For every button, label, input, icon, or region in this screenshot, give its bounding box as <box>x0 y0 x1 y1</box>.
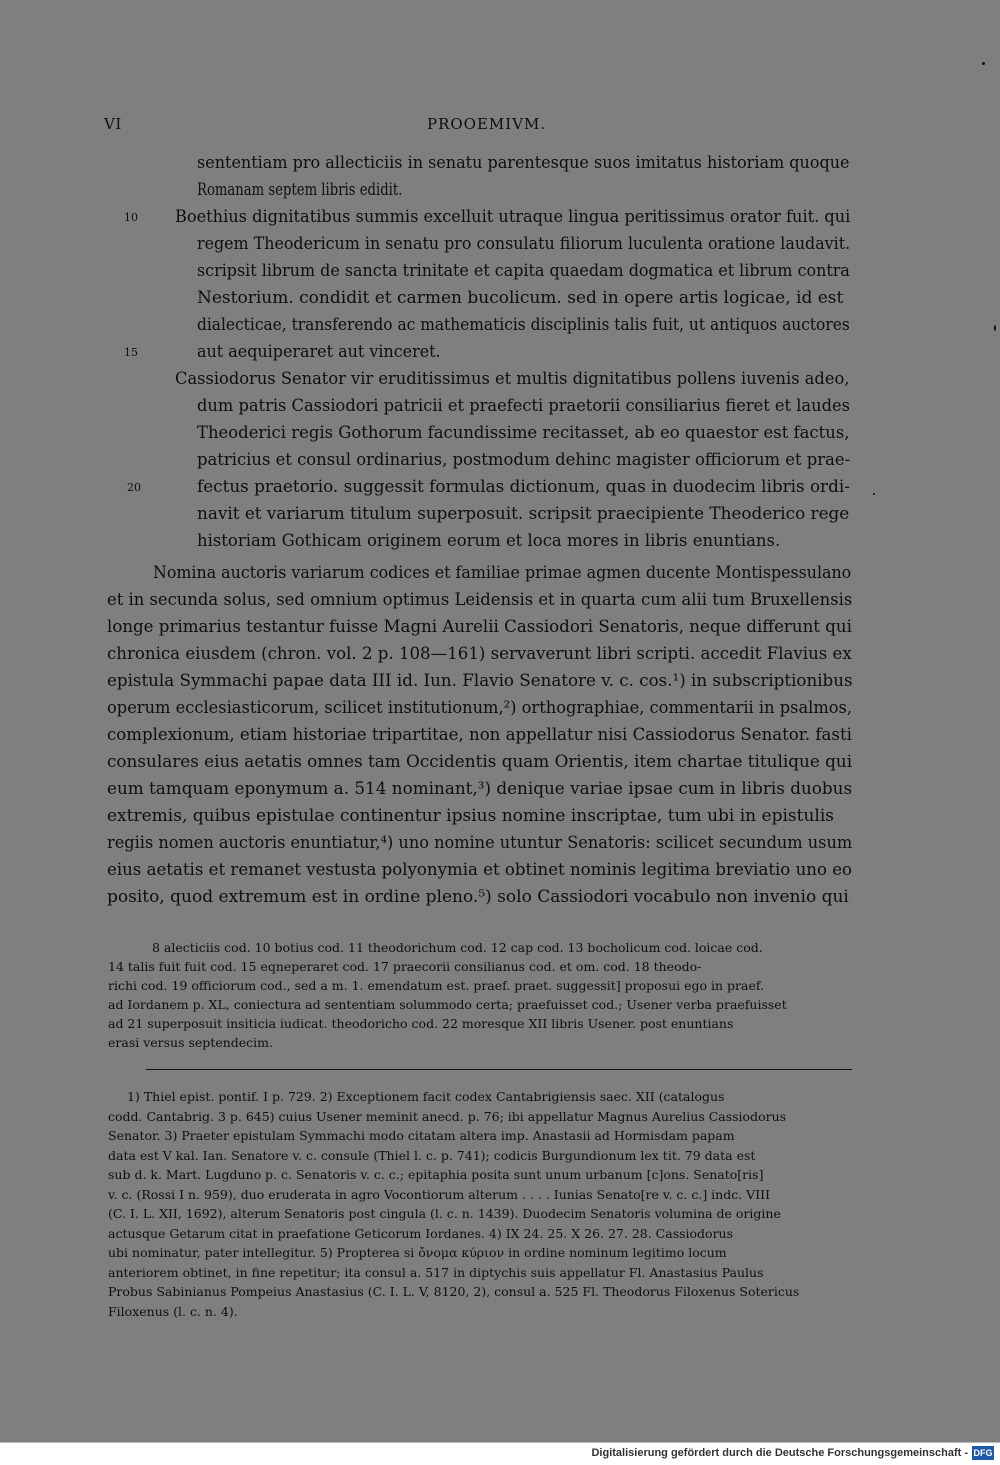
line-number: 15 <box>124 346 138 359</box>
text-line: fectus praetorio. suggessit formulas dictionum, quas in duodecim libris ordi- <box>197 477 850 497</box>
text-line: Romanam septem libris edidit. <box>197 180 403 200</box>
text-line: posito, quod extremum est in ordine pleno.⁵) solo Cassiodori vocabulo non invenio qui <box>107 887 849 907</box>
line-number: 20 <box>127 481 141 494</box>
text-line: chronica eiusdem (chron. vol. 2 p. 108—161) servaverunt libri scripti. accedit Flavius ex <box>107 644 852 664</box>
text-line: dum patris Cassiodori patricii et praefecti praetorii consiliarius fieret et laudes <box>197 396 850 416</box>
running-title: PROOEMIVM. <box>427 115 547 133</box>
text-line: sententiam pro allecticiis in senatu parentesque suos imitatus historiam quoque <box>197 153 850 173</box>
text-line: epistula Symmachi papae data III id. Iun. Flavio Senatore v. c. cos.¹) in subscriptionibus <box>107 671 853 691</box>
text-line: Nestorium. condidit et carmen bucolicum. sed in opere artis logicae, id est <box>197 288 844 308</box>
dfg-logo: DFG <box>973 1448 993 1458</box>
text-line: longe primarius testantur fuisse Magni Aurelii Cassiodori Senatoris, neque differunt qui <box>107 617 852 637</box>
footnote-line: anteriorem obtinet, in fine repetitur; ita consul a. 517 in diptychis suis appellatur Fl. Anastasius Paulus <box>108 1264 764 1280</box>
text-line: Nomina auctoris variarum codices et familiae primae agmen ducente Montispessulano <box>153 563 852 583</box>
running-head <box>0 112 1000 136</box>
scan-speck <box>982 62 985 65</box>
footnote-line: sub d. k. Mart. Lugduno p. c. Senatoris v. c. c.; epitaphia posita sunt unum urbanum [c]ons. Senato[ris] <box>108 1167 764 1182</box>
line-number: 10 <box>124 211 138 224</box>
page-number: VI <box>104 115 122 133</box>
footnote-line: v. c. (Rossi I n. 959), duo eruderata in agro Vocontiorum alterum . . . . Iunias Senato[re v. c. c.] indc. VIII <box>108 1186 771 1202</box>
text-line: dialecticae, transferendo ac mathematicis disciplinis talis fuit, ut antiquos auctores <box>197 315 850 335</box>
text-line: et in secunda solus, sed omnium optimus Leidensis et in quarta cum alii tum Bruxellensis <box>107 590 853 610</box>
footnote-line: Filoxenus (l. c. n. 4). <box>108 1303 238 1319</box>
funding-notice: Digitalisierung gefördert durch die Deutsche Forschungsgemeinschaft - <box>591 1447 968 1459</box>
text-line: navit et variarum titulum superposuit. scripsit praecipiente Theoderico rege <box>197 504 850 524</box>
apparatus-line: erasi versus septendecim. <box>108 1035 274 1050</box>
apparatus-line: ad 21 superposuit insiticia iudicat. theodoricho cod. 22 moresque XII libris Usener. post enuntians <box>108 1016 734 1031</box>
text-line: regiis nomen auctoris enuntiatur,⁴) uno nomine utuntur Senatoris: scilicet secundum usum <box>107 833 853 853</box>
scan-speck <box>994 325 996 331</box>
apparatus-line: ad Iordanem p. XL, coniectura ad sententiam solummodo certa; praefuisset cod.; Usener verba praefuisset <box>108 997 787 1012</box>
footnote-line: Senator. 3) Praeter epistulam Symmachi modo citatam altera imp. Anastasii ad Hormisdam papam <box>108 1128 735 1143</box>
text-line: eum tamquam eponymum a. 514 nominant,³) denique variae ipsae cum in libris duobus <box>107 779 853 799</box>
footnote-line: codd. Cantabrig. 3 p. 645) cuius Usener meminit anecd. p. 76; ibi appellatur Magnus Aurelius Cassiodorus <box>108 1108 787 1124</box>
text-line: operum ecclesiasticorum, scilicet institutionum,²) orthographiae, commentarii in psalmos, <box>107 698 853 718</box>
apparatus-line: richi cod. 19 officiorum cod., sed a m. 1. emendatum est. praef. praet. suggessit] proposui ego in praef. <box>108 978 765 993</box>
scan-speck <box>873 493 875 495</box>
text-line: consulares eius aetatis omnes tam Occidentis quam Orientis, item chartae titulique qui <box>107 752 853 772</box>
text-line: scripsit librum de sancta trinitate et capita quaedam dogmatica et librum contra <box>197 261 850 281</box>
footnote-line: ubi nominatur, pater intellegitur. 5) Propterea si ὄνομα κύριον in ordine nominum legitimo locum <box>108 1245 727 1260</box>
text-line: extremis, quibus epistulae continentur ipsius nomine inscriptae, tum ubi in epistulis <box>107 806 835 826</box>
text-line: eius aetatis et remanet vestusta polyonymia et obtinet nominis legitima breviatio uno eo <box>107 860 853 880</box>
apparatus-line: 14 talis fuit fuit cod. 15 eqneperaret cod. 17 praecorii consilianus cod. et om. cod. 18 theodo- <box>108 959 702 974</box>
apparatus-line: 8 alecticiis cod. 10 botius cod. 11 theodorichum cod. 12 cap cod. 13 bocholicum cod. loicae cod. <box>152 940 763 955</box>
digitization-footer <box>0 1442 1000 1465</box>
footnote-line: Probus Sabinianus Pompeius Anastasius (C. I. L. V, 8120, 2), consul a. 525 Fl. Theodorus Filoxenus Sotericus <box>108 1284 800 1299</box>
footnote-line: 1) Thiel epist. pontif. I p. 729. 2) Exceptionem facit codex Cantabrigiensis saec. XII (catalogus <box>127 1089 725 1104</box>
footnote-line: actusque Getarum citat in praefatione Geticorum Iordanes. 4) IX 24. 25. X 26. 27. 28. Cassiodorus <box>108 1225 734 1241</box>
text-line: aut aequiperaret aut vinceret. <box>197 342 441 362</box>
text-line: Cassiodorus Senator vir eruditissimus et multis dignitatibus pollens iuvenis adeo, <box>175 369 850 389</box>
text-line: Theoderici regis Gothorum facundissime recitasset, ab eo quaestor est factus, <box>197 423 850 443</box>
text-line: patricius et consul ordinarius, postmodum dehinc magister officiorum et prae- <box>197 450 851 470</box>
text-line: regem Theodericum in senatu pro consulatu filiorum luculenta oratione laudavit. <box>197 234 851 254</box>
footnote-line: data est V kal. Ian. Senatore v. c. consule (Thiel l. c. p. 741); codicis Burgundionum lex tit. 79 data est <box>108 1147 756 1163</box>
text-line: Boethius dignitatibus summis excelluit utraque lingua peritissimus orator fuit. qui <box>175 207 851 227</box>
text-line: complexionum, etiam historiae tripartitae, non appellatur nisi Cassiodorus Senator. fasti <box>107 725 852 745</box>
footnote-separator-rule <box>146 1069 852 1070</box>
text-line: historiam Gothicam originem eorum et loca mores in libris enuntians. <box>197 531 781 551</box>
footnote-line: (C. I. L. XII, 1692), alterum Senatoris post cingula (l. c. n. 1439). Duodecim Senatoris volumina de origine <box>108 1206 781 1221</box>
